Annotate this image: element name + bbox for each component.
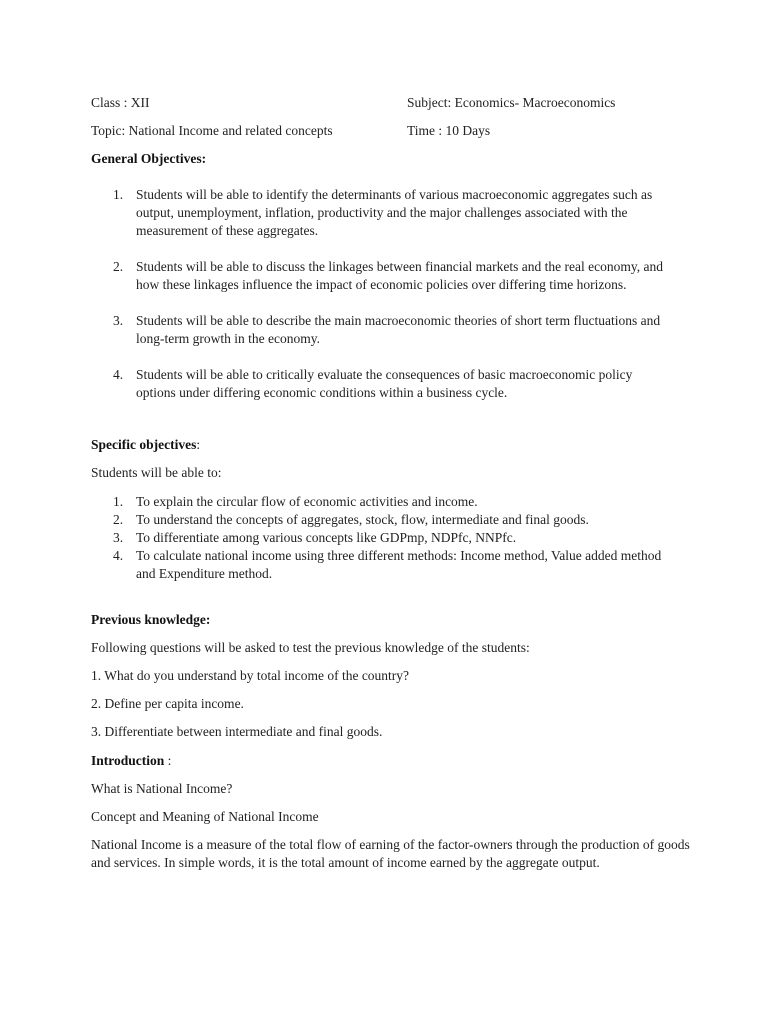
list-item <box>91 529 671 547</box>
introduction-heading-line <box>91 752 171 770</box>
list-item-text: Students will be able to discuss the linkages between financial markets and the real economy, and how these linkages influence the impact of economic policies over differing time horizons. <box>136 259 663 292</box>
specific-objectives-heading-line <box>91 436 200 454</box>
list-item <box>91 493 671 511</box>
introduction-subheading: Concept and Meaning of National Income <box>91 809 319 824</box>
list-item-number: 2. <box>113 259 124 274</box>
previous-knowledge-heading: Previous knowledge: <box>91 612 211 627</box>
general-objectives-heading: General Objectives: <box>91 151 207 166</box>
list-item-text: Students will be able to identify the determinants of various macroeconomic aggregates such as output, unemployment, inflation, productivity and the major challenges associated with the measurement of these aggregates. <box>136 187 653 238</box>
list-item-text: Students will be able to describe the main macroeconomic theories of short term fluctuations and long-term growth in the economy. <box>136 313 661 346</box>
list-item-number: 2. <box>113 512 124 527</box>
subject-label: Subject: Economics- Macroeconomics <box>407 95 616 110</box>
list-item-number: 1. <box>113 494 124 509</box>
list-item-text: To explain the circular flow of economic activities and income. <box>136 494 478 509</box>
list-item-number: 1. <box>113 187 124 202</box>
class-label: Class : XII <box>91 95 150 110</box>
list-item <box>91 258 671 294</box>
list-item-text: To understand the concepts of aggregates, stock, flow, intermediate and final goods. <box>136 512 589 527</box>
list-item <box>91 547 671 583</box>
specific-objectives-heading: Specific objectives <box>91 437 197 452</box>
specific-objectives-heading-colon: : <box>196 437 201 452</box>
list-item-number: 4. <box>113 548 124 563</box>
question-1: 1. What do you understand by total income of the country? <box>91 668 410 683</box>
topic-label: Topic: National Income and related concepts <box>91 123 333 138</box>
list-item <box>91 366 671 402</box>
previous-knowledge-intro: Following questions will be asked to test the previous knowledge of the students: <box>91 640 530 655</box>
list-item <box>91 312 671 348</box>
specific-objectives-intro: Students will be able to: <box>91 465 222 480</box>
introduction-paragraph: National Income is a measure of the total flow of earning of the factor-owners through the production of goods and services. In simple words, it is the total amount of income earned by the aggregate output. <box>91 837 690 870</box>
list-item-number: 4. <box>113 367 124 382</box>
time-label: Time : 10 Days <box>407 123 491 138</box>
list-item-text: To calculate national income using three different methods: Income method, Value added method and Expenditure method. <box>136 548 662 581</box>
question-3: 3. Differentiate between intermediate and final goods. <box>91 724 383 739</box>
list-item-number: 3. <box>113 313 124 328</box>
list-item-text: Students will be able to critically evaluate the consequences of basic macroeconomic policy options under differing economic conditions within a business cycle. <box>136 367 633 400</box>
introduction-question: What is National Income? <box>91 781 233 796</box>
list-item <box>91 511 671 529</box>
specific-objectives-list <box>91 493 671 583</box>
general-objectives-list <box>91 186 671 402</box>
list-item-number: 3. <box>113 530 124 545</box>
list-item-text: To differentiate among various concepts like GDPmp, NDPfc, NNPfc. <box>136 530 517 545</box>
introduction-heading: Introduction <box>91 753 165 768</box>
introduction-heading-colon: : <box>164 753 172 768</box>
list-item <box>91 186 671 240</box>
question-2: 2. Define per capita income. <box>91 696 244 711</box>
